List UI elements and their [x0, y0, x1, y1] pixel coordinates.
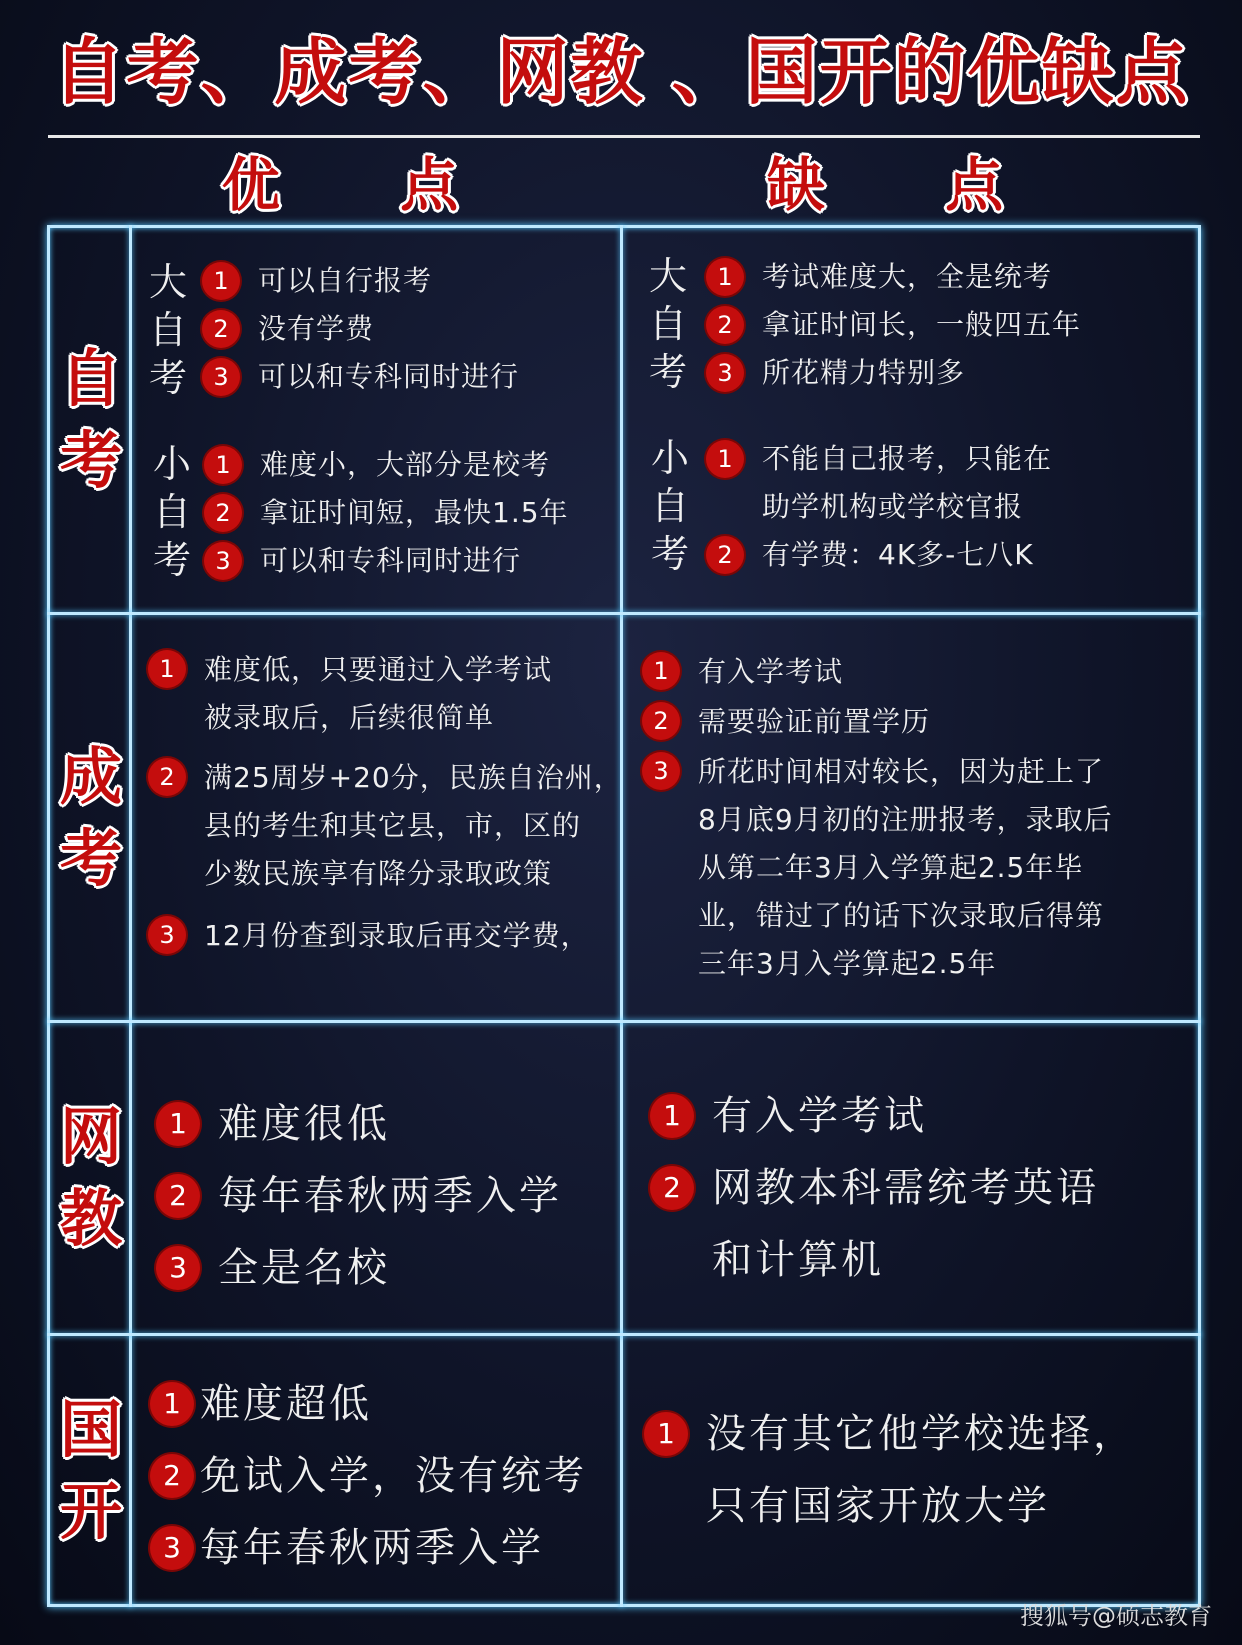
number-badge: 2 — [202, 310, 240, 348]
row-label-chengkao — [50, 615, 132, 1020]
number-badge: 2 — [642, 702, 680, 740]
list-item — [148, 650, 552, 742]
row-label-char: 开 — [59, 1475, 122, 1548]
small-zikao-label — [152, 440, 192, 584]
small-zikao-label — [650, 434, 690, 578]
item-line: 有入学考试 — [712, 1093, 927, 1139]
item-line: 12月份查到录取后再交学费， — [204, 919, 590, 952]
item-text: 可以自行报考 — [258, 264, 433, 297]
item-text-block — [698, 698, 930, 746]
item-text-block — [204, 912, 590, 960]
label-char: 小 — [152, 442, 191, 486]
row-label-char: 考 — [59, 424, 122, 497]
item-line: 被录取后，后续很简单 — [204, 701, 495, 734]
item-line: 没有其它他学校选择， — [706, 1411, 1136, 1457]
item-text-block — [204, 754, 623, 898]
number-badge: 2 — [650, 1166, 694, 1210]
label-char: 自 — [148, 308, 187, 352]
big-zikao-label — [648, 252, 688, 396]
item-text-block — [698, 648, 843, 696]
list-item — [642, 652, 843, 696]
row-label-guokai — [50, 1336, 132, 1606]
row-label-char: 考 — [59, 821, 122, 895]
item-line: 8月底9月初的注册报考，录取后 — [698, 803, 1113, 836]
big-zikao-label — [148, 258, 188, 402]
item-text-block — [712, 1080, 927, 1152]
list-item-continued — [762, 488, 1023, 526]
item-text: 难度很低 — [218, 1101, 390, 1147]
list-item — [642, 752, 1113, 988]
number-badge: 3 — [156, 1246, 200, 1290]
row-label-char: 网 — [59, 1100, 122, 1173]
number-badge: 2 — [706, 536, 744, 574]
item-text: 有学费：4K多-七八K — [762, 538, 1034, 571]
item-text: 可以和专科同时进行 — [258, 360, 520, 393]
item-line: 县的考生和其它县，市，区的 — [204, 809, 582, 842]
item-text: 拿证时间长，一般四五年 — [762, 308, 1082, 341]
number-badge: 1 — [148, 650, 186, 688]
row-label-char: 教 — [59, 1182, 122, 1255]
item-text-block — [204, 646, 552, 742]
item-text: 没有学费 — [258, 312, 375, 345]
label-char: 自 — [152, 490, 191, 534]
number-badge: 3 — [204, 542, 242, 580]
item-line: 和计算机 — [712, 1237, 884, 1283]
number-badge: 1 — [706, 258, 744, 296]
label-char: 考 — [648, 350, 687, 394]
row-label-wangjiao — [50, 1023, 132, 1333]
number-badge: 3 — [202, 358, 240, 396]
number-badge: 3 — [148, 916, 186, 954]
number-badge: 2 — [150, 1454, 194, 1498]
number-badge: 2 — [706, 306, 744, 344]
label-char: 大 — [648, 254, 687, 298]
number-badge: 1 — [706, 440, 744, 478]
number-badge: 1 — [150, 1382, 194, 1426]
number-badge: 1 — [650, 1094, 694, 1138]
divider-row-2 — [47, 1020, 1201, 1023]
item-line: 难度低，只要通过入学考试 — [204, 653, 553, 686]
list-item — [650, 1080, 927, 1152]
item-text-block — [698, 748, 1113, 988]
list-item — [202, 310, 374, 348]
number-badge: 2 — [204, 494, 242, 532]
list-item — [642, 702, 930, 746]
list-item — [644, 1398, 1136, 1542]
number-badge: 2 — [156, 1174, 200, 1218]
item-line: 所花时间相对较长，因为赶上了 — [698, 755, 1105, 788]
cons-header: 缺 点 — [766, 151, 1054, 219]
row-label-char: 国 — [59, 1393, 122, 1466]
number-badge: 3 — [642, 752, 680, 790]
item-line: 满25周岁+20分，民族自治州， — [204, 761, 623, 794]
list-item — [204, 494, 569, 532]
list-item — [150, 1368, 372, 1440]
item-text: 每年春秋两季入学 — [200, 1525, 544, 1571]
divider-row-1 — [47, 612, 1201, 615]
title-divider — [48, 135, 1200, 138]
item-line: 从第二年3月入学算起2.5年毕 — [698, 851, 1084, 884]
list-item — [156, 1088, 390, 1160]
number-badge: 2 — [148, 758, 186, 796]
number-badge: 1 — [642, 652, 680, 690]
number-badge: 1 — [156, 1102, 200, 1146]
list-item — [706, 440, 1052, 478]
number-badge: 1 — [644, 1412, 688, 1456]
list-item — [706, 258, 1052, 296]
item-text: 考试难度大，全是统考 — [762, 260, 1053, 293]
label-char: 考 — [650, 532, 689, 576]
item-line: 少数民族享有降分录取政策 — [204, 857, 553, 890]
item-line: 需要验证前置学历 — [698, 705, 931, 738]
label-char: 考 — [152, 538, 191, 582]
pros-header: 优 点 — [221, 151, 509, 219]
item-text: 每年春秋两季入学 — [218, 1173, 562, 1219]
list-item — [150, 1512, 544, 1584]
list-item — [706, 536, 1034, 574]
item-text: 助学机构或学校官报 — [762, 490, 1024, 523]
row-label-zikao — [50, 228, 132, 612]
item-text: 难度小，大部分是校考 — [260, 448, 551, 481]
list-item — [706, 354, 965, 392]
label-char: 自 — [648, 302, 687, 346]
list-item — [156, 1232, 390, 1304]
item-text: 可以和专科同时进行 — [260, 544, 522, 577]
divider-row-3 — [47, 1333, 1201, 1336]
item-line: 有入学考试 — [698, 655, 844, 688]
list-item — [650, 1152, 1099, 1296]
row-label-char: 成 — [59, 739, 122, 813]
item-text-block — [706, 1398, 1136, 1542]
list-item — [150, 1440, 587, 1512]
item-text: 不能自己报考，只能在 — [762, 442, 1053, 475]
item-text: 难度超低 — [200, 1381, 372, 1427]
item-text: 所花精力特别多 — [762, 356, 966, 389]
list-item — [202, 358, 519, 396]
item-line: 三年3月入学算起2.5年 — [698, 947, 997, 980]
list-item — [148, 758, 623, 898]
list-item — [202, 262, 432, 300]
item-text: 全是名校 — [218, 1245, 390, 1291]
number-badge: 3 — [706, 354, 744, 392]
label-char: 自 — [650, 484, 689, 528]
item-line: 只有国家开放大学 — [706, 1483, 1050, 1529]
number-badge: 3 — [150, 1526, 194, 1570]
divider-middle-col — [620, 225, 623, 1607]
item-text-block — [712, 1152, 1099, 1296]
row-label-char: 自 — [59, 342, 122, 415]
list-item — [706, 306, 1081, 344]
item-line: 网教本科需统考英语 — [712, 1165, 1099, 1211]
number-badge: 1 — [202, 262, 240, 300]
watermark: 搜狐号@硕志教育 — [1020, 1602, 1212, 1630]
list-item — [148, 916, 590, 960]
label-char: 考 — [148, 356, 187, 400]
page-title: 自考、成考、网教 、国开的优缺点 — [52, 30, 1190, 114]
list-item — [204, 446, 550, 484]
list-item — [156, 1160, 562, 1232]
number-badge: 1 — [204, 446, 242, 484]
label-char: 小 — [650, 436, 689, 480]
item-line: 业，错过了的话下次录取后得第 — [698, 899, 1105, 932]
item-text: 免试入学，没有统考 — [200, 1453, 587, 1499]
list-item — [204, 542, 521, 580]
label-char: 大 — [148, 260, 187, 304]
item-text: 拿证时间短，最快1.5年 — [260, 496, 569, 529]
